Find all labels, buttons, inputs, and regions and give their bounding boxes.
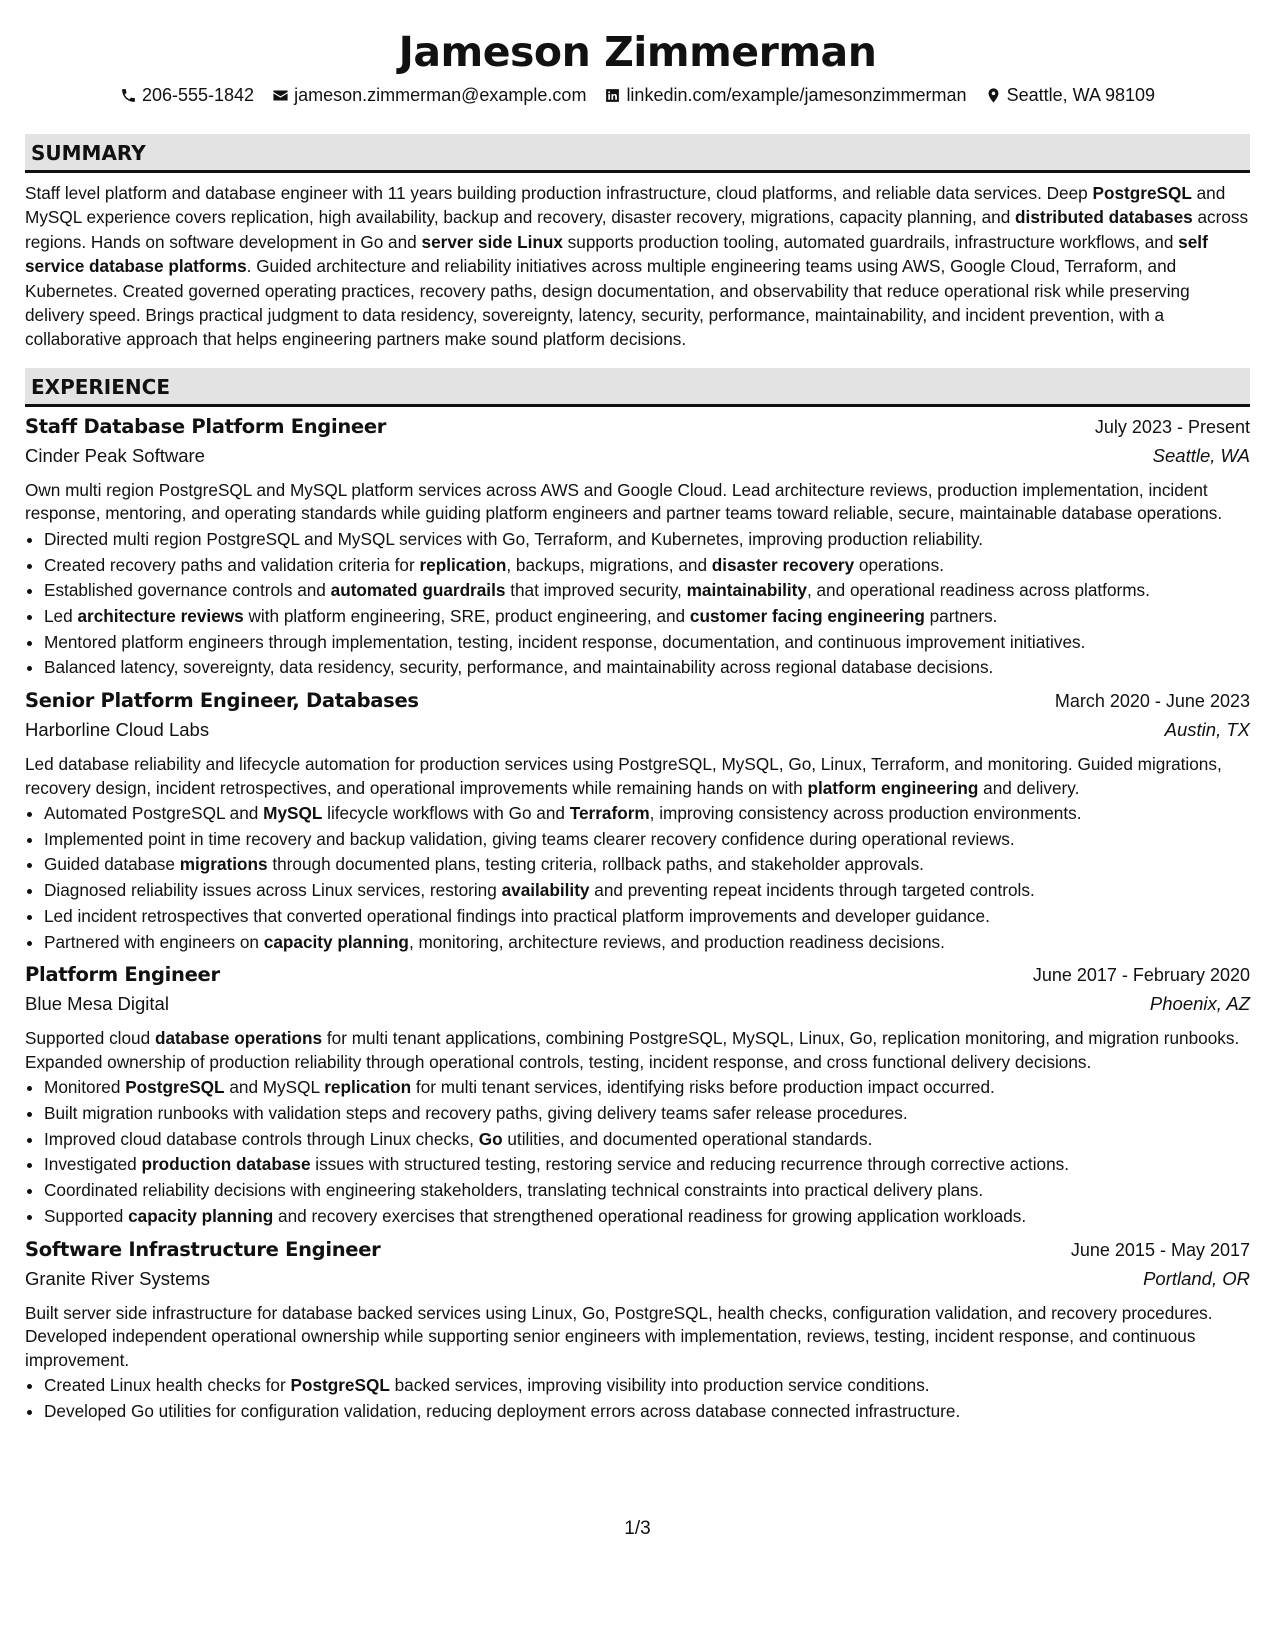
job-company-row	[25, 719, 1250, 749]
text-run: Mentored platform engineers through implementation, testing, incident response, documentation, and continuous improvement initiatives.	[44, 631, 1086, 652]
text-run: Built server side infrastructure for database backed services using Linux, Go, PostgreSQL, health checks, configuration validation, and recovery procedures. Developed independent operational ownership while supporting senior engineers with implementation, reviews, testing, incident response, and continuous improvement.	[25, 1302, 1213, 1370]
text-run: . Guided architecture and reliability initiatives across multiple engineering teams using AWS, Google Cloud, Terraform, and Kubernetes. Created governed operating practices, recovery paths, design documentation, and observability that reduce operational risk while preserving delivery speed. Brings practical judgment to data residency, sovereignty, latency, security, performance, maintainability, and incident prevention, with a collaborative approach that helps engineering partners make sound platform decisions.	[25, 256, 1190, 350]
text-run: Created Linux health checks for	[44, 1375, 291, 1395]
job-entry	[25, 689, 1250, 955]
job-dates: July 2023 - Present	[1094, 416, 1250, 437]
text-run: Supported cloud	[25, 1028, 155, 1049]
text-run: and MySQL experience covers replication, high availability, backup and recovery, disaster recovery, migrations, capacity planning, and	[25, 183, 1226, 228]
job-title: Staff Database Platform Engineer	[25, 414, 387, 438]
text-run: Coordinated reliability decisions with engineering stakeholders, translating technical constraints into practical delivery plans.	[44, 1180, 984, 1201]
company-name: Harborline Cloud Labs	[25, 719, 210, 741]
text-run: Balanced latency, sovereignty, data residency, security, performance, and maintainability across regional database decisions.	[44, 657, 994, 678]
text-run: operations.	[854, 554, 944, 575]
bold-phrase: PostgreSQL	[125, 1077, 225, 1098]
job-bullets	[25, 801, 1250, 955]
envelope-icon	[272, 87, 289, 104]
experience-list	[25, 415, 1250, 1425]
resume-page	[25, 0, 1250, 1424]
company-name: Cinder Peak Software	[25, 444, 205, 466]
text-run: partners.	[924, 605, 998, 626]
bold-phrase: distributed databases	[1015, 207, 1193, 228]
list-item	[44, 878, 1250, 904]
page-number: 1/3	[624, 1518, 651, 1539]
bold-phrase: migrations	[179, 854, 268, 875]
bold-phrase: Go	[478, 1128, 503, 1149]
list-item	[44, 630, 1250, 656]
list-item	[44, 655, 1250, 681]
text-run: that improved security,	[505, 580, 687, 601]
text-run: and delivery.	[978, 777, 1080, 798]
linkedin-text[interactable]: linkedin.com/example/jamesonzimmerman	[626, 84, 967, 105]
job-company-row	[25, 993, 1250, 1023]
text-run: and MySQL	[224, 1077, 325, 1098]
job-description	[25, 1027, 1250, 1074]
text-run: , monitoring, architecture reviews, and production readiness decisions.	[408, 931, 945, 952]
text-run: supports production tooling, automated guardrails, infrastructure workflows, and	[562, 231, 1179, 252]
list-item	[44, 1373, 1250, 1399]
summary-text	[25, 181, 1250, 352]
text-run: backed services, improving visibility into production service conditions.	[389, 1375, 930, 1395]
text-run: issues with structured testing, restoring service and reducing recurrence through corrective actions.	[310, 1154, 1070, 1175]
contact-phone	[120, 85, 254, 106]
text-run: Led incident retrospectives that converted operational findings into practical platform improvements and developer guidance.	[44, 905, 990, 926]
job-description	[25, 1302, 1250, 1373]
job-title-row	[25, 415, 1250, 445]
list-item	[44, 827, 1250, 853]
bold-phrase: availability	[501, 880, 590, 901]
text-run: for multi tenant applications, combining PostgreSQL, MySQL, Linux, Go, replication monitoring, and migration runbooks. Expanded ownership of production reliability through operational controls, testing, incident response, and cross functional delivery decisions.	[25, 1028, 1240, 1072]
contact-location	[985, 85, 1155, 106]
job-title-row	[25, 689, 1250, 719]
bold-phrase: maintainability	[686, 580, 807, 601]
list-item	[44, 1204, 1250, 1230]
job-title: Platform Engineer	[25, 963, 220, 987]
text-run: Automated PostgreSQL and	[44, 803, 264, 824]
list-item	[44, 801, 1250, 827]
list-item	[44, 553, 1250, 579]
text-run: Diagnosed reliability issues across Linux services, restoring	[44, 880, 502, 901]
text-run: Supported	[44, 1205, 129, 1226]
bold-phrase: disaster recovery	[711, 554, 855, 575]
list-item	[44, 1101, 1250, 1127]
text-run: across regions. Hands on software development in Go and	[25, 207, 1249, 252]
map-pin-icon	[985, 87, 1002, 104]
linkedin-icon	[604, 87, 621, 104]
list-item	[44, 604, 1250, 630]
bold-phrase: platform engineering	[807, 777, 979, 798]
text-run: Developed Go utilities for configuration validation, reducing deployment errors across database connected infrastructure.	[44, 1400, 961, 1421]
job-title: Senior Platform Engineer, Databases	[25, 689, 419, 713]
job-entry	[25, 415, 1250, 681]
email-text[interactable]: jameson.zimmerman@example.com	[294, 84, 587, 105]
bold-phrase: replication	[324, 1077, 412, 1098]
text-run: and recovery exercises that strengthened operational readiness for growing application workloads.	[273, 1205, 1027, 1226]
job-bullets	[25, 1075, 1250, 1229]
text-run: with platform engineering, SRE, product engineering, and	[243, 605, 690, 626]
summary-heading: SUMMARY	[25, 134, 1250, 173]
contact-linkedin[interactable]	[604, 85, 966, 106]
job-dates: March 2020 - June 2023	[1054, 691, 1250, 712]
job-bullets	[25, 1373, 1250, 1424]
phone-icon	[120, 87, 137, 104]
bold-phrase: database operations	[154, 1028, 323, 1049]
text-run: utilities, and documented operational standards.	[502, 1128, 873, 1149]
job-description	[25, 753, 1250, 800]
job-location: Portland, OR	[1143, 1267, 1250, 1289]
text-run: Partnered with engineers on	[44, 931, 264, 952]
text-run: Own multi region PostgreSQL and MySQL platform services across AWS and Google Cloud. Lead architecture reviews, production implementation, incident response, mentoring, and operating standards while guiding platform engineers and partner teams toward reliable, secure, maintainable database operations.	[25, 479, 1223, 524]
job-entry	[25, 1238, 1250, 1425]
list-item	[44, 1127, 1250, 1153]
bold-phrase: Terraform	[569, 803, 650, 824]
job-description	[25, 479, 1250, 526]
job-company-row	[25, 1268, 1250, 1298]
bold-phrase: architecture reviews	[77, 605, 244, 626]
candidate-name: Jameson Zimmerman	[398, 28, 877, 76]
contact-bar	[25, 80, 1250, 110]
bold-phrase: capacity planning	[263, 931, 409, 952]
list-item	[44, 527, 1250, 553]
bold-phrase: self service database platforms	[25, 231, 1208, 277]
list-item	[44, 1178, 1250, 1204]
bold-phrase: PostgreSQL	[1092, 183, 1192, 203]
text-run: Staff level platform and database engineer with 11 years building production infrastructure, cloud platforms, and reliable data services. Deep	[25, 183, 1093, 203]
list-item	[44, 852, 1250, 878]
text-run: Led database reliability and lifecycle automation for production services using PostgreSQL, MySQL, Go, Linux, Terraform, and monitoring. Guided migrations, recovery design, incident retrospectives, and operational improvements while remaining hands on with	[25, 754, 1222, 798]
text-run: , and operational readiness across platforms.	[806, 580, 1150, 601]
text-run: and preventing repeat incidents through targeted controls.	[589, 880, 1035, 901]
text-run: Implemented point in time recovery and backup validation, giving teams clearer recovery confidence during operational reviews.	[44, 828, 1015, 849]
text-run: Created recovery paths and validation criteria for	[44, 554, 420, 575]
list-item	[44, 578, 1250, 604]
bold-phrase: server side Linux	[421, 231, 563, 252]
bold-phrase: production database	[141, 1154, 311, 1175]
company-name: Granite River Systems	[25, 1267, 211, 1289]
text-run: Monitored	[44, 1077, 126, 1098]
job-location: Phoenix, AZ	[1149, 993, 1250, 1015]
location-text: Seattle, WA 98109	[1006, 84, 1156, 105]
bold-phrase: capacity planning	[128, 1205, 274, 1226]
text-run: Led	[44, 605, 78, 626]
text-run: Investigated	[44, 1154, 142, 1175]
list-item	[44, 904, 1250, 930]
job-entry	[25, 963, 1250, 1229]
company-name: Blue Mesa Digital	[25, 993, 169, 1015]
text-run: Established governance controls and	[44, 580, 331, 601]
text-run: through documented plans, testing criteria, rollback paths, and stakeholder approvals.	[267, 854, 924, 875]
list-item	[44, 1075, 1250, 1101]
text-run: , backups, migrations, and	[506, 554, 712, 575]
bold-phrase: replication	[419, 554, 507, 575]
list-item	[44, 1152, 1250, 1178]
text-run: for multi tenant services, identifying risks before production impact occurred.	[411, 1077, 995, 1098]
list-item	[44, 1399, 1250, 1425]
text-run: lifecycle workflows with Go and	[322, 803, 570, 824]
job-location: Austin, TX	[1164, 719, 1250, 741]
list-item	[44, 930, 1250, 956]
job-title-row	[25, 1238, 1250, 1268]
job-company-row	[25, 445, 1250, 475]
text-run: Built migration runbooks with validation steps and recovery paths, giving delivery teams safer release procedures.	[44, 1102, 908, 1123]
job-dates: June 2015 - May 2017	[1070, 1239, 1250, 1260]
bold-phrase: MySQL	[263, 803, 323, 824]
text-run: Guided database	[44, 854, 180, 875]
job-title-row	[25, 963, 1250, 993]
phone-text: 206-555-1842	[141, 84, 255, 105]
text-run: , improving consistency across production environments.	[649, 803, 1082, 824]
bold-phrase: customer facing engineering	[689, 605, 925, 626]
job-location: Seattle, WA	[1152, 444, 1250, 466]
contact-email[interactable]	[272, 85, 586, 106]
bold-phrase: automated guardrails	[330, 580, 506, 601]
job-bullets	[25, 527, 1250, 681]
job-title: Software Infrastructure Engineer	[25, 1237, 381, 1261]
text-run: Directed multi region PostgreSQL and MySQL services with Go, Terraform, and Kubernetes, improving production reliability.	[44, 528, 984, 549]
job-dates: June 2017 - February 2020	[1032, 965, 1250, 986]
experience-heading: EXPERIENCE	[25, 368, 1250, 407]
bold-phrase: PostgreSQL	[290, 1375, 390, 1395]
text-run: Improved cloud database controls through Linux checks,	[44, 1128, 479, 1149]
